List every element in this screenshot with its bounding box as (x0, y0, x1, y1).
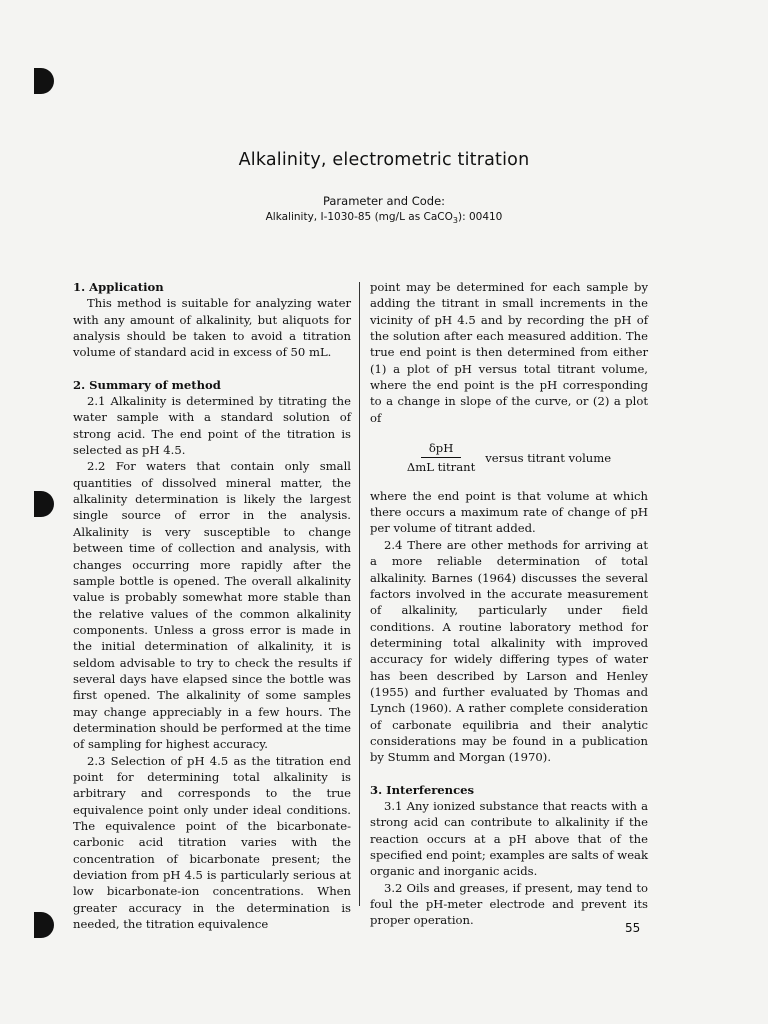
fraction (407, 440, 475, 476)
page-number: 55 (625, 921, 641, 935)
paragraph-2-4: 2.4 There are other methods for arriving at a more reliable determination of total alkalinity. Barnes (1964) discusses the several factors involved in the accurate measurement of alkalinity, particularly under field conditions. A routine laboratory method for determining total alkalinity with improved accuracy for widely differing types of water has been described by Larson and Henley (1955) and further evaluated by Thomas and Lynch (1960). A rather complete consideration of carbonate equilibria and their analytic considerations may be found in a publication by Stumm and Morgan (1970). (370, 537, 648, 765)
column-divider (359, 282, 360, 906)
punch-hole-top (34, 68, 54, 94)
punch-hole-middle (34, 491, 54, 517)
fraction-denominator: ΔmL titrant (406, 460, 476, 475)
section-1-paragraph: This method is suitable for analyzing water with any amount of alkalinity, but aliquots for analysis should be taken to avoid a titration volume of standard acid in excess of 50 mL. (73, 296, 351, 360)
parameter-code-post: ): 00410 (457, 211, 503, 223)
formula-text: versus titrant volume (485, 450, 612, 465)
paragraph-2-3: 2.3 Selection of pH 4.5 as the titration end point for determining total alkalinity is arbitrary and corresponds to the true equivalence point only under ideal conditions. The equivalence point of the bicarbonate-carbonic acid titration varies with the concentration of bicarbonate present; the deviation from pH 4.5 is particularly serious at low bicarbonate-ion concentrations. When greater accuracy in the determination is needed, the titration equivalence (73, 753, 351, 932)
page-title: Alkalinity, electrometric titration (238, 150, 530, 170)
right-column (370, 279, 648, 929)
paragraph-2-1: 2.1 Alkalinity is determined by titrating the water sample with a standard solution of strong acid. The end point of the titration is selected as pH 4.5. (73, 394, 351, 458)
section-1-heading: 1. Application (73, 280, 164, 294)
paragraph-2-3-continued: point may be determined for each sample by adding the titrant in small increments in the vicinity of pH 4.5 and by recording the pH of the solution after each measured addition. The true end point is then determined from either (1) a plot of pH versus total titrant volume, where the end point is the pH corresponding to a change in slope of the curve, or (2) a plot of (370, 280, 648, 425)
parameter-code-sub: 3 (452, 216, 458, 226)
parameter-code (0, 211, 768, 225)
paragraph-2-2: 2.2 For waters that contain only small quantities of dissolved mineral matter, the alkalinity determination is likely the largest single source of error in the analysis. Alkalinity is very susceptible to change between time of collection and analysis, with changes occurring more rapidly after the sample bottle is opened. The overall alkalinity value is probably somewhat more stable than the relative values of the common alkalinity components. Unless a gross error is made in the initial determination of alkalinity, it is seldom advisable to try to check the results if several days have elapsed since the bottle was first opened. The alkalinity of some samples may change appreciably in a few hours. The determination should be performed at the time of sampling for highest accuracy. (73, 459, 351, 752)
left-column (73, 279, 351, 932)
paragraph-3-1: 3.1 Any ionized substance that reacts with a strong acid can contribute to alkalinity if the reaction occurs at a pH above that of the specified end point; examples are salts of weak organic and inorganic acids. (370, 798, 648, 879)
paragraph-after-formula: where the end point is that volume at which there occurs a maximum rate of change of pH per volume of titrant added. (370, 488, 648, 536)
formula (370, 440, 648, 476)
paragraph-3-2: 3.2 Oils and greases, if present, may tend to foul the pH-meter electrode and prevent its proper operation. (370, 880, 648, 928)
fraction-numerator: δpH (421, 440, 462, 458)
punch-hole-bottom (34, 912, 54, 938)
parameter-heading: Parameter and Code: (322, 194, 446, 208)
section-2-heading: 2. Summary of method (73, 377, 221, 392)
section-3-heading: 3. Interferences (370, 782, 475, 797)
parameter-code-pre: Alkalinity, I-1030-85 (mg/L as CaCO (265, 211, 453, 223)
